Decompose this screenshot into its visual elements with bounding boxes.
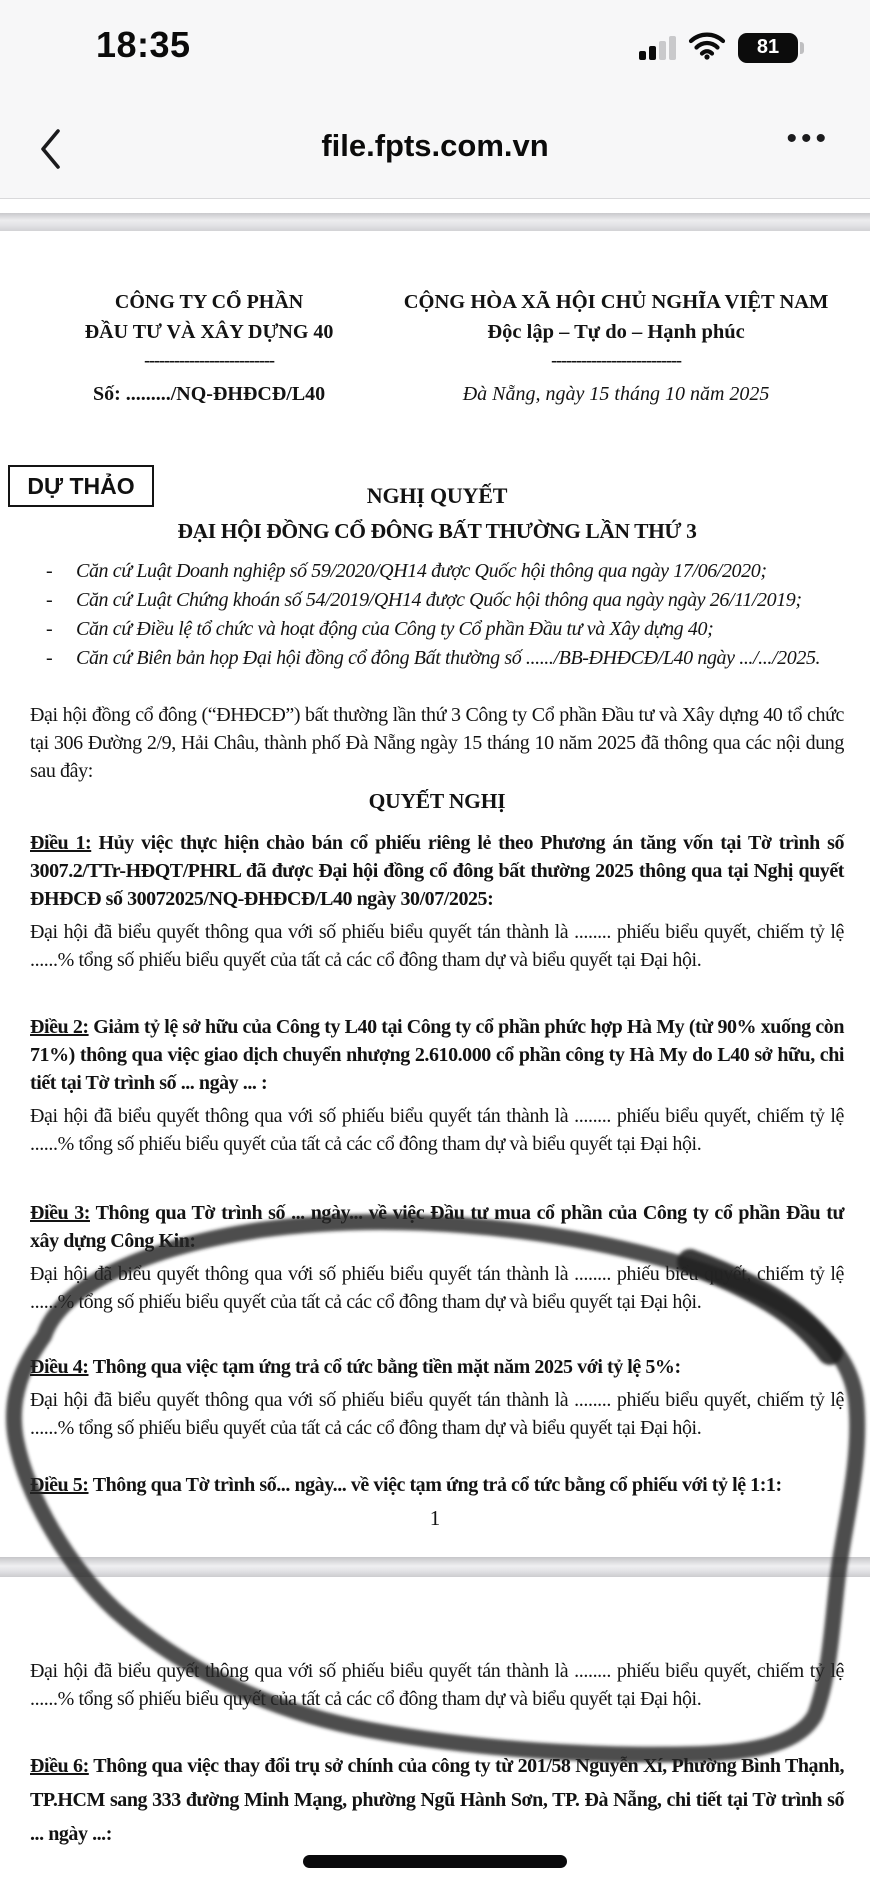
battery-tip [800,42,804,54]
national-header [388,287,844,409]
status-icons [639,30,798,65]
wifi-icon [688,30,726,65]
vote-paragraph: Đại hội đã biểu quyết thông qua với số phiếu biểu quyết tán thành là ........ phiếu biểu quyết, chiếm tỷ lệ ......% tổng số phiếu biểu quyết của tất cả các cổ đông tham dự và biểu quyết tại Đại hội. [30,1263,844,1313]
company-name-line2: ĐẦU TƯ VÀ XÂY DỰNG 40 [84,321,334,343]
status-time: 18:35 [96,24,191,65]
article [30,829,844,974]
status-bar [0,0,870,100]
recital-dash: - [46,589,53,611]
article-text: Thông qua Tờ trình số ... ngày... về việc Đầu tư mua cổ phần của Công ty cổ phần Đầu tư xây dựng Công Kin: [30,1202,844,1252]
vote-paragraph: Đại hội đã biểu quyết thông qua với số phiếu biểu quyết tán thành là ........ phiếu biểu quyết, chiếm tỷ lệ ......% tổng số phiếu biểu quyết của tất cả các cổ đông tham dự và biểu quyết tại Đại hội. [30,1660,844,1710]
battery-percent: 81 [756,36,780,58]
article [30,1353,844,1442]
recital-text: Căn cứ Điều lệ tổ chức và hoạt động của Công ty Cổ phần Đầu tư và Xây dựng 40; [76,618,714,640]
article-label: Điều 6: [30,1755,89,1777]
page-number: 1 [429,1506,441,1530]
intro-paragraph: Đại hội đồng cổ đông (“ĐHĐCĐ”) bất thường lần thứ 3 Công ty Cổ phần Đầu tư và Xây dựng 40 tổ chức tại 306 Đường 2/9, Hải Châu, thành phố Đà Nẵng ngày 15 tháng 10 năm 2025 đã thông qua các nội dung sau đây: [30,704,844,782]
recital-item [30,557,844,586]
battery-icon [738,33,798,63]
national-motto-line1: CỘNG HÒA XÃ HỘI CHỦ NGHĨA VIỆT NAM [403,291,829,313]
document-title: NGHỊ QUYẾT [366,483,508,508]
page-top-gap [0,213,870,231]
article-label: Điều 4: [30,1356,89,1378]
article-text: Thông qua việc tạm ứng trả cổ tức bằng tiền mặt năm 2025 với tỷ lệ 5%: [88,1356,681,1378]
recital-text: Căn cứ Luật Doanh nghiệp số 59/2020/QH14 được Quốc hội thông qua ngày 17/06/2020; [76,560,767,582]
recital-dash: - [46,560,53,582]
recital-dash: - [46,647,53,669]
article-label: Điều 5: [30,1474,89,1496]
home-indicator[interactable] [303,1855,567,1868]
resolution-heading: QUYẾT NGHỊ [368,789,506,813]
recital-text: Căn cứ Luật Chứng khoán số 54/2019/QH14 được Quốc hội thông qua ngày ngày 26/11/2019; [76,589,802,611]
document-number: Số: ........./NQ-ĐHĐCĐ/L40 [92,383,326,405]
article-text: Hủy việc thực hiện chào bán cổ phiếu riêng lẻ theo Phương án tăng vốn tại Tờ trình số 3007.2/TTr-HĐQT/PHRL đã được Đại hội đồng cổ đông bất thường 2025 thông qua tại Nghị quyết ĐHĐCĐ số 30072025/NQ-ĐHĐCĐ/L40 ngày 30/07/2025: [30,832,844,910]
cellular-signal-icon [639,35,676,60]
vote-paragraph: Đại hội đã biểu quyết thông qua với số phiếu biểu quyết tán thành là ........ phiếu biểu quyết, chiếm tỷ lệ ......% tổng số phiếu biểu quyết của tất cả các cổ đông tham dự và biểu quyết tại Đại hội. [30,921,844,971]
pdf-page-1 [0,231,870,1557]
dateline: Đà Nẵng, ngày 15 tháng 10 năm 2025 [462,383,770,405]
address-title[interactable]: file.fpts.com.vn [321,128,549,163]
page-break [0,1557,870,1577]
company-name-line1: CÔNG TY CỔ PHẦN [114,291,304,313]
document-header [30,287,844,409]
recital-item [30,615,844,644]
article-6 [30,1749,844,1851]
article-text: Thông qua việc thay đổi trụ sở chính của công ty từ 201/58 Nguyễn Xí, Phường Bình Thạnh, TP.HCM sang 333 đường Minh Mạng, phường Ngũ Hành Sơn, TP. Đà Nẵng, chi tiết tại Tờ trình số ... ngày ...: [30,1755,844,1845]
article-label: Điều 2: [30,1016,89,1038]
article-text: Thông qua Tờ trình số... ngày... về việc tạm ứng trả cổ tức bằng cổ phiếu với tỷ lệ 1:1: [88,1474,782,1496]
vote-paragraph: Đại hội đã biểu quyết thông qua với số phiếu biểu quyết tán thành là ........ phiếu biểu quyết, chiếm tỷ lệ ......% tổng số phiếu biểu quyết của tất cả các cổ đông tham dự và biểu quyết tại Đại hội. [30,1389,844,1439]
divider-dashes: -------------------------- [144,350,274,370]
article [30,1013,844,1158]
article [30,1199,844,1316]
article-label: Điều 1: [30,832,92,854]
recitals-list [30,557,844,673]
recital-item [30,586,844,615]
draft-stamp: DỰ THẢO [8,465,154,507]
more-button[interactable]: ••• [786,122,830,155]
national-motto-line2: Độc lập – Tự do – Hạnh phúc [487,321,745,343]
recital-dash: - [46,618,53,640]
article-text: Giảm tỷ lệ sở hữu của Công ty L40 tại Công ty cổ phần phức hợp Hà My (từ 90% xuống còn 71%) thông qua việc giao dịch chuyển nhượng 2.610.000 cổ phần công ty Hà My do L40 sở hữu, chi tiết tại Tờ trình số ... ngày ... : [30,1016,845,1094]
recital-item [30,644,844,673]
vote-paragraph: Đại hội đã biểu quyết thông qua với số phiếu biểu quyết tán thành là ........ phiếu biểu quyết, chiếm tỷ lệ ......% tổng số phiếu biểu quyết của tất cả các cổ đông tham dự và biểu quyết tại Đại hội. [30,1105,844,1155]
article-label: Điều 3: [30,1202,90,1224]
browser-chrome [0,0,870,199]
recital-text: Căn cứ Biên bản họp Đại hội đồng cổ đông Bất thường số ....../BB-ĐHĐCĐ/L40 ngày .../.../2025. [76,647,821,669]
browser-toolbar [0,100,870,198]
divider-dashes: -------------------------- [551,350,681,370]
document-subtitle: ĐẠI HỘI ĐỒNG CỔ ĐÔNG BẤT THƯỜNG LẦN THỨ 3 [177,519,697,543]
company-header [30,287,388,409]
pdf-page-2 [0,1577,870,1885]
article [30,1471,844,1499]
